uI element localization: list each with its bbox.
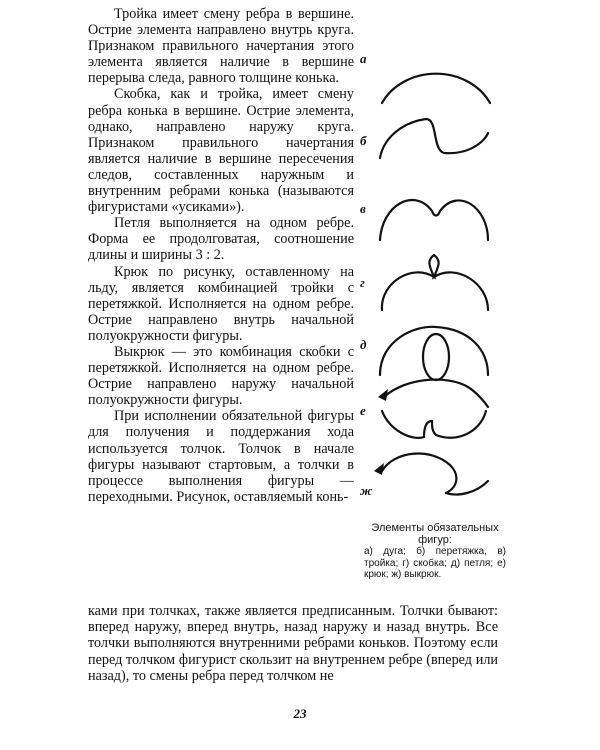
figure-caption-items: а) дуга; б) перетяжка, в) тройка; г) скобка; д) петля; е) крюк; ж) выкрюк. [364,546,506,581]
label-a: а [360,51,367,66]
shape-three-turn [380,200,488,240]
arrow-start-e [378,389,388,401]
main-text-column [88,6,354,505]
arrow-start-zh [374,463,384,475]
shape-rocker-lower [382,411,486,438]
figure-caption-title: Элементы обязательных фигур: [371,522,499,547]
paragraph-vykryuk: Выкрюк — это комбинация скобки с перетяжкой. Исполняется на одном ребре. Острие направлено наружу начальной полуокружности фигуры. [88,343,354,409]
continued-text: ками при толчках, также является предписанным. Толчки бывают: вперед наружу, вперед внутрь, назад наружу и назад внутрь. Все толчки выполняются внутренними ребрами коньков. Поэтому если перед толчком фигурист скользит на внутреннем ребре (вперед или назад), то смены ребра перед толчком не [88,603,498,684]
paragraph-petlya: Петля выполняется на одном ребре. Форма ее продолговатая, соотношение длины и ширины 3 : 2. [88,215,354,264]
paragraph-skobka: Скобка, как и тройка, имеет смену ребра конька в вершине. Острие элемента, однако, направлено наружу круга. Признаком правильного начертания является наличие в вершине пересечения следов, составленных наружным и внутренним ребрами конька (называются фигуристами «усиками»). [88,86,354,216]
paragraph-troika: Тройка имеет смену ребра в вершине. Острие элемента направлено внутрь круга. Признаком правильного начертания этого элемента является наличие в вершине перерыва следа, равного толщине конька. [88,6,354,87]
figure-drawing [360,35,510,515]
shape-rocker [384,380,488,407]
paragraph-kryuk: Крюк по рисунку, оставленному на льду, является комбинацией тройки с перетяжкой. Исполняется на одном ребре. Острие направлено внутрь начальной полуокружности фигуры. [88,263,354,344]
label-e: е [360,403,366,418]
figure-elements [360,35,510,515]
paragraph-tolchok: При исполнении обязательной фигуры для получения и поддержания хода используется толчок. Толчок в начале фигуры называют стартовым, а толчки в процессе выполнения фигуры — переходными. Рисунок, оставляемый конь- [88,408,354,505]
figure-caption [364,522,506,581]
label-zh: ж [360,483,373,498]
label-g: г [360,275,365,290]
shape-change-of-edge [380,119,488,158]
shape-counter [382,454,456,493]
shape-bracket [382,255,488,310]
label-b: б [360,133,367,148]
shape-arc [382,74,490,103]
shape-loop-inner [423,334,449,380]
label-d: д [360,337,367,352]
label-v: в [360,201,366,216]
page-number: 23 [293,706,307,721]
